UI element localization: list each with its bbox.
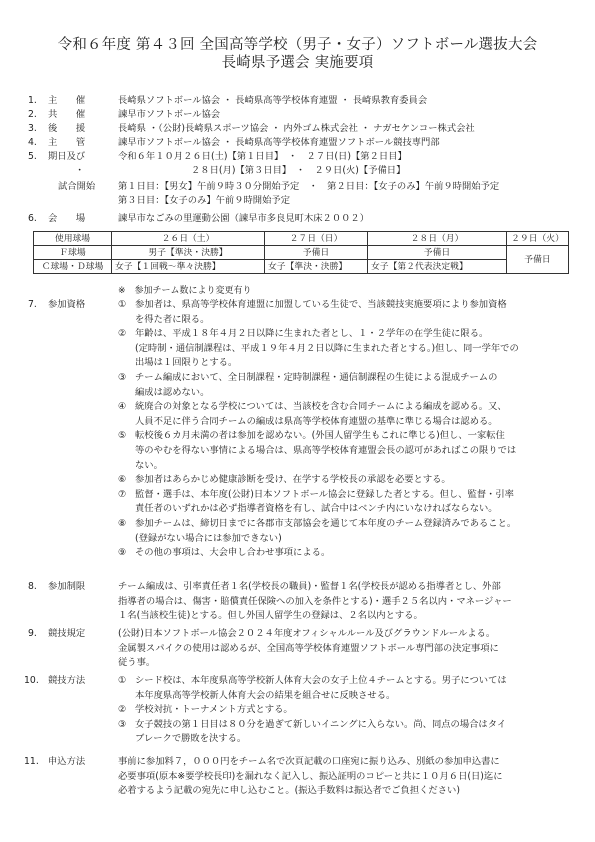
item-value: 諫早市ソフトボール協会 ・ 長崎県高等学校体育連盟ソフトボール競技専門部 [118, 137, 440, 148]
item-number: 11. [24, 756, 39, 767]
item-number: 8. [28, 581, 37, 592]
item-label: 主 催 [48, 95, 86, 106]
table-cell: 女子【第２代表決定戦】 [368, 260, 507, 274]
list-text: 女子競技の第１日目は８０分を過ぎて新しいイニングに入らない。尚、同点の場合はタイ ブレークで勝敗を決する。 [135, 718, 507, 745]
section-rules-body [118, 627, 583, 671]
list-marker: ② [118, 328, 127, 340]
table-cell: Ｆ球場 [34, 246, 112, 260]
section-eligibility-body [118, 298, 583, 561]
item-value: 第３日目：【女子のみ】午前９時開始予定 [118, 195, 290, 206]
item-label: 共 催 [48, 109, 86, 120]
item-label: 競技方法 [48, 675, 86, 686]
item-label: 後 援 [48, 123, 86, 134]
item-cosponsor [0, 108, 595, 122]
table-header-cell: ２８日（月） [368, 232, 507, 246]
list-marker: ⑧ [118, 517, 127, 529]
item-venue [0, 212, 595, 226]
table-header-row [34, 232, 569, 246]
item-support [0, 122, 595, 136]
list-item [118, 298, 583, 327]
list-text: 転校後６カ月未満の者は参加を認めない。(外国人留学生もこれに準じる)但し、一家転住 等のやむを得ない事情による場合は、県高等学校体育連盟会長の認可があればこの限りでは ない。 [135, 430, 517, 471]
list-item [118, 517, 583, 546]
table-row [34, 246, 569, 260]
paragraph-text: (公財)日本ソフトボール協会２０２４年度オフィシャルルール及びグラウンドルールよる。 金属製スパイクの使用は認めるが、全国高等学校体育連盟ソフトボール専門部の決定事項に 従う事。 [118, 628, 499, 669]
item-label: 期日及び [48, 151, 86, 162]
list-text: チーム編成において、全日制課程・定時制課程・通信制課程の生徒による混成チームの 編成は認めない。 [135, 371, 498, 398]
item-value: ２８日(月)【第３日目】 ・ ２９日(火)【予備日】 [191, 165, 406, 176]
table-cell: 予備日 [507, 246, 569, 274]
list-marker: ① [118, 675, 127, 686]
list-text: 参加者はあらかじめ健康診断を受け、在学する学校長の承認を必要とする。 [135, 474, 451, 486]
list-item [118, 473, 583, 488]
item-dates [0, 150, 595, 164]
item-value: 長崎県ソフトボール協会 ・ 長崎県高等学校体育連盟 ・ 長崎県教育委員会 [118, 95, 428, 106]
table-cell: 女子【１回戦～準々決勝】 [112, 260, 265, 274]
item-dates-line2 [0, 164, 595, 178]
item-number: 3. [28, 123, 37, 134]
item-value: 第１日目：【男女】午前９時３０分開始予定 ・ 第２日目：【女子のみ】午前９時開始予定 [118, 181, 500, 192]
list-item [118, 488, 583, 517]
list-item [118, 546, 583, 561]
item-number: 1. [28, 95, 37, 106]
list-marker: ⑤ [118, 430, 127, 442]
list-marker: ③ [118, 718, 127, 730]
list-item [118, 400, 583, 429]
item-management [0, 136, 595, 150]
item-organizer [0, 94, 595, 108]
table-cell: Ｃ球場・Ｄ球場 [34, 260, 112, 274]
list-marker: ⑥ [118, 474, 127, 486]
item-label: 会 場 [48, 213, 86, 224]
paragraph-text: チーム編成は、引率責任者１名(学校長の職員)・監督１名(学校長が認める指導者とし、外部 指導者の場合は、傷害・賠償責任保険への加入を条件とする)・選手２５名以内・マネージャー １名(当該校生徒)とする。但し外国人留学生の登録は、２名以内とする。 [118, 581, 512, 622]
table-header-cell: 使用球場 [34, 232, 112, 246]
section-application-body [118, 755, 583, 799]
list-text: 参加チームは、締切日までに各郡市支部協会を通じて本年度のチーム登録済みであること。 (登録がない場合には参加できない) [135, 517, 517, 544]
list-text: 年齢は、平成１８年４月２日以降に生まれた者とし、１・２学年の在学生徒に限る。 (定時制・通信制課程は、平成１９年４月２日以降に生まれた者とする。)但し、同一学年での 出場は１回限りとする。 [135, 328, 519, 369]
list-text: 統廃合の対象となる学校については、当該校を含む合同チームによる編成を認める。又、 人員不足に伴う合同チームの編成は県高等学校体育連盟の基準に準じる場合は認める。 [135, 401, 507, 427]
list-marker: ⑨ [118, 547, 127, 559]
item-number: 5. [28, 151, 37, 162]
item-label: 申込方法 [48, 756, 86, 767]
list-item [118, 371, 583, 400]
table-header-cell: ２６日（土） [112, 232, 265, 246]
item-number: 10. [24, 675, 39, 686]
list-marker: ② [118, 704, 127, 716]
item-start-time [0, 180, 595, 194]
item-label: 試合開始 [58, 181, 96, 192]
list-item [118, 718, 583, 747]
paragraph-text: 事前に参加料７，０００円をチーム名で次頁記載の口座宛に振り込み、別紙の参加申込書に 必要事項(原本※要学校長印)を漏れなく記入し、振込証明のコピーと共に１０月６日(日)迄に 必着するよう記載の宛先に申し込むこと。(振込手数料は振込者でご負担ください) [118, 756, 503, 797]
schedule-note: ※ 参加チーム数により変更有り [118, 286, 252, 296]
item-label: 参加制限 [48, 581, 86, 592]
item-number: 9. [28, 628, 37, 639]
table-cell: 男子【準決・決勝】 [112, 246, 265, 260]
item-number: 7. [28, 299, 37, 310]
list-text: シード校は、本年度県高等学校新人体育大会の女子上位４チームとする。男子については 本年度県高等学校新人体育大会の結果を組合せに反映させる。 [135, 675, 507, 701]
list-item [118, 327, 583, 371]
item-label: 競技規定 [48, 628, 86, 639]
document-title: 令和６年度 第４３回 全国高等学校（男子・女子）ソフトボール選抜大会 [57, 37, 538, 53]
table-cell: 予備日 [265, 246, 368, 260]
item-label: 参加資格 [48, 299, 86, 310]
schedule-table [33, 231, 569, 274]
list-item [118, 703, 583, 718]
table-cell: 女子【準決・決勝】 [265, 260, 368, 274]
list-text: その他の事項は、大会申し合わせ事項による。 [135, 547, 331, 559]
item-number: 2. [28, 109, 37, 120]
list-text: 学校対抗・トーナメント方式とする。 [135, 704, 293, 716]
list-marker: ④ [118, 401, 127, 413]
list-text: 参加者は、県高等学校体育連盟に加盟している生徒で、当該競技実施要項により参加資格 を得た者に限る。 [135, 299, 507, 325]
table-row [34, 260, 569, 274]
item-label: 主 管 [48, 137, 86, 148]
table-header-cell: ２７日（日） [265, 232, 368, 246]
item-bullet: ・ [75, 165, 85, 176]
list-marker: ⑦ [118, 488, 127, 500]
table-header-cell: ２９日（火） [507, 232, 569, 246]
item-value: 長崎県 ・（公財)長崎県スポーツ協会 ・ 内外ゴム株式会社 ・ ナガセケンコー株式会社 [118, 123, 475, 134]
item-value: 令和６年１０月２６日(土)【第１日目】 ・ ２７日(日)【第２日目】 [118, 151, 407, 162]
list-item [118, 674, 583, 703]
section-limits-body [118, 580, 583, 624]
table-cell: 予備日 [368, 246, 507, 260]
section-method-body [118, 674, 583, 747]
list-text: 監督・選手は、本年度(公財)日本ソフトボール協会に登録した者とする。但し、監督・引率 責任者のいずれかは必ず指導者資格を有し、試合中はベンチ内にいなければならない。 [135, 488, 514, 515]
item-value: 諫早市ソフトボール協会 [118, 109, 221, 120]
item-number: 6. [28, 213, 37, 224]
item-number: 4. [28, 137, 37, 148]
list-marker: ① [118, 299, 127, 310]
document-subtitle: 長崎県予選会 実施要項 [221, 55, 374, 71]
list-item [118, 429, 583, 473]
item-start-time-line2 [0, 194, 595, 208]
item-value: 諫早市なごみの里運動公園（諫早市多良見町木床２００２） [118, 213, 370, 224]
list-marker: ③ [118, 371, 127, 383]
